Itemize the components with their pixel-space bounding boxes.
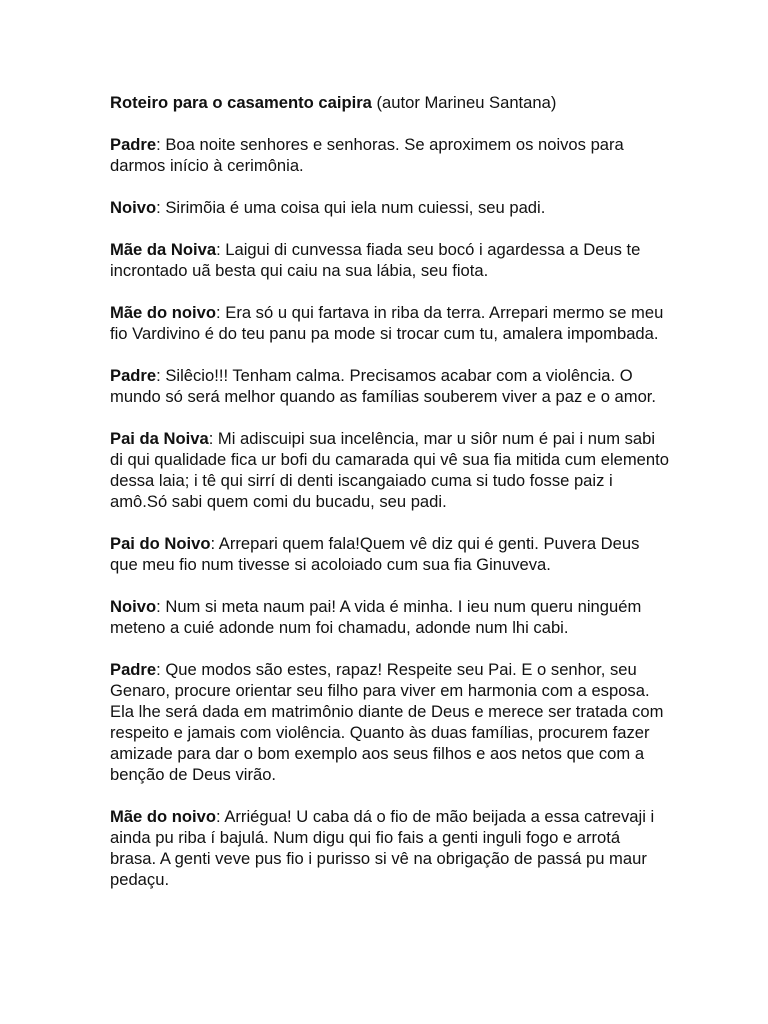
title-bold: Roteiro para o casamento caipira (110, 93, 372, 112)
speaker-name: Mãe do noivo (110, 807, 217, 826)
speaker-name: Mãe da Noiva (110, 240, 217, 259)
dialogue-text: : Era só u qui fartava in riba da terra. Arrepari mermo se meu fio Vardivino é do teu panu pa mode si trocar cum tu, amalera impombada. (110, 303, 664, 343)
dialogue-line (110, 197, 670, 218)
dialogue-line (110, 302, 670, 344)
speaker-name: Noivo (110, 198, 157, 217)
dialogue-text: : Mi adiscuipi sua incelência, mar u siôr num é pai i num sabi di qui qualidade fica ur bofi du camarada qui vê sua fia mitida cum elemento dessa laia; i tê qui sirrí di denti iscangaiado cuma si tudo fosse paiz i amô.Só sabi quem comi du bucadu, seu padi. (110, 429, 669, 511)
speaker-name: Padre (110, 366, 157, 385)
dialogue-text: : Arriégua! U caba dá o fio de mão beijada a essa catrevaji i ainda pu riba í bajulá. Num digu qui fio fais a genti inguli fogo e arrotá brasa. A genti veve pus fio i purisso si vê na obrigação de passá pu maur pedaçu. (110, 807, 655, 889)
dialogue-line (110, 428, 670, 512)
dialogue-text: : Arrepari quem fala!Quem vê diz qui é genti. Puvera Deus que meu fio num tivesse si acoloiado cum sua fia Ginuveva. (110, 534, 640, 574)
speaker-name: Padre (110, 135, 157, 154)
dialogue-text: : Que modos são estes, rapaz! Respeite seu Pai. E o senhor, seu Genaro, procure orientar seu filho para viver em harmonia com a esposa. Ela lhe será dada em matrimônio diante de Deus e merece ser tratada com respeito e jamais com violência. Quanto às duas famílias, procurem fazer amizade para dar o bom exemplo aos seus filhos e aos netos que com a benção de Deus virão. (110, 660, 664, 784)
speaker-name: Noivo (110, 597, 157, 616)
title-author: (autor Marineu Santana) (371, 93, 557, 112)
dialogue-line (110, 806, 670, 890)
dialogue-line (110, 533, 670, 575)
document-title (110, 92, 670, 113)
dialogue-text: : Silêcio!!! Tenham calma. Precisamos acabar com a violência. O mundo só será melhor quando as famílias souberem viver a paz e o amor. (110, 366, 657, 406)
dialogue-text: : Sirimõia é uma coisa qui iela num cuiessi, seu padi. (156, 198, 546, 217)
speaker-name: Mãe do noivo (110, 303, 217, 322)
dialogue-text: : Boa noite senhores e senhoras. Se aproximem os noivos para darmos início à cerimônia. (110, 135, 624, 175)
dialogue-line (110, 134, 670, 176)
dialogue-line (110, 239, 670, 281)
speaker-name: Pai do Noivo (110, 534, 211, 553)
document-page (110, 92, 670, 911)
dialogue-text: : Num si meta naum pai! A vida é minha. I ieu num queru ninguém meteno a cuié adonde num foi chamadu, adonde num lhi cabi. (110, 597, 642, 637)
dialogue-line (110, 596, 670, 638)
dialogue-text: : Laigui di cunvessa fiada seu bocó i agardessa a Deus te incrontado uã besta qui caiu na sua lábia, seu fiota. (110, 240, 641, 280)
dialogue-line (110, 365, 670, 407)
speaker-name: Padre (110, 660, 157, 679)
speaker-name: Pai da Noiva (110, 429, 209, 448)
dialogue-line (110, 659, 670, 785)
